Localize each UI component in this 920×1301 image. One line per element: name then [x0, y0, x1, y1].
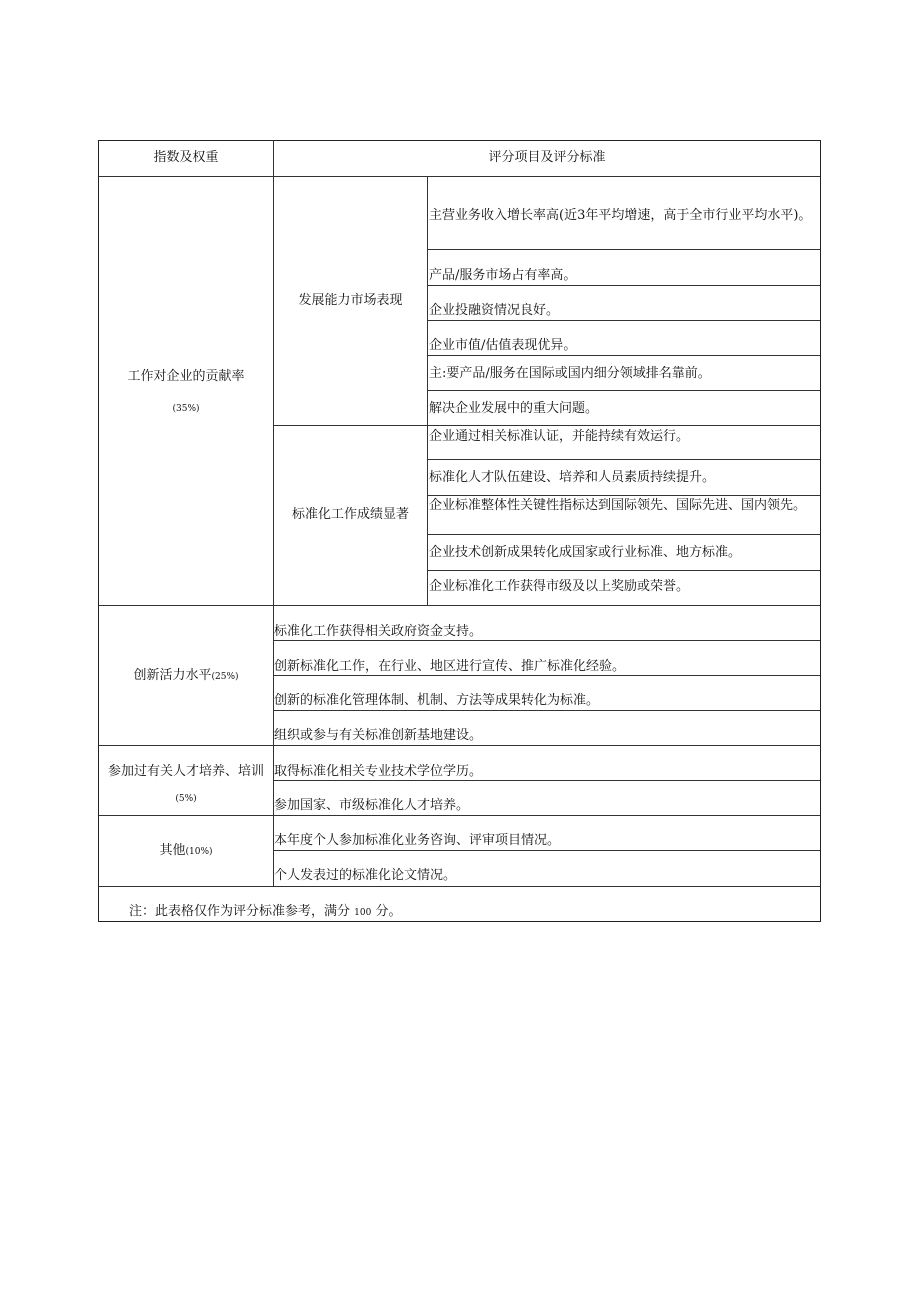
section-other-label: 其他	[159, 843, 186, 858]
section-innovation-title	[99, 667, 273, 686]
list-item: 标准化工作获得相关政府资金支持。	[274, 624, 483, 639]
row-divider	[427, 355, 820, 356]
section-innovation-weight: (25%)	[211, 672, 239, 682]
list-item: 创新的标准化管理体制、机制、方法等成果转化为标准。	[274, 693, 600, 708]
list-item: 组织或参与有关标准创新基地建设。	[274, 728, 483, 743]
list-item: 企业标准化工作获得市级及以上奖励或荣誉。	[429, 579, 690, 594]
list-item: 主:要产品/服务在国际或国内细分领域排名靠前。	[429, 366, 711, 381]
note-suffix: 分。	[375, 904, 402, 919]
list-item: 参加国家、市级标准化人才培养。	[274, 798, 470, 813]
list-item: 企业通过相关标准认证，并能持续有效运行。	[429, 429, 690, 444]
section-innovation-label: 创新活力水平	[133, 668, 212, 683]
section-contribution-weight: (35%)	[172, 404, 200, 414]
list-item: 企业技术创新成果转化成国家或行业标准、地方标准。	[429, 545, 742, 560]
row-divider	[427, 390, 820, 391]
section-training-title: 参加过有关人才培养、培训	[107, 764, 264, 779]
row-divider	[427, 495, 820, 496]
note-score: 100	[354, 908, 372, 918]
scoring-table	[98, 140, 821, 922]
header-divider	[99, 176, 820, 177]
header-index-weight: 指数及权重	[153, 150, 219, 165]
section-divider	[99, 886, 820, 887]
section-other-title	[99, 842, 273, 861]
subsection-standardization-achievement: 标准化工作成绩显著	[291, 507, 409, 522]
row-divider	[427, 285, 820, 286]
section-divider	[99, 745, 820, 746]
subsection-market-performance: 发展能力市场表现	[298, 293, 403, 308]
column-divider	[427, 176, 428, 605]
row-divider	[427, 570, 820, 571]
section-divider	[99, 815, 820, 816]
section-divider	[99, 605, 820, 606]
row-divider	[427, 459, 820, 460]
list-item: 个人发表过的标准化论文情况。	[274, 868, 457, 883]
list-item: 标准化人才队伍建设、培养和人员素质持续提升。	[429, 470, 716, 485]
table-note	[129, 903, 402, 922]
section-training-weight: (5%)	[175, 794, 197, 804]
list-item: 主营业务收入增长率高(近3年平均增速，高于全市行业平均水平)。	[429, 208, 812, 223]
list-item: 企业标准整体性关键性指标达到国际领先、国际先进、国内领先。	[429, 498, 807, 513]
row-divider	[427, 249, 820, 250]
row-divider	[273, 710, 820, 711]
section-contribution-title: 工作对企业的贡献率	[127, 369, 245, 384]
subsection-divider	[273, 425, 820, 426]
list-item: 解决企业发展中的重大问题。	[429, 401, 599, 416]
list-item: 创新标准化工作，在行业、地区进行宣传、推广标准化经验。	[274, 659, 626, 674]
list-item: 企业市值/估值表现优异。	[429, 338, 577, 353]
list-item: 取得标准化相关专业技术学位学历。	[274, 764, 483, 779]
list-item: 本年度个人参加标准化业务咨询、评审项目情况。	[274, 833, 561, 848]
list-item: 产品/服务市场占有率高。	[429, 268, 577, 283]
header-scoring-criteria: 评分项目及评分标准	[488, 150, 606, 165]
row-divider	[427, 320, 820, 321]
row-divider	[273, 850, 820, 851]
list-item: 企业投融资情况良好。	[429, 303, 560, 318]
row-divider	[427, 534, 820, 535]
section-other-weight: (10%)	[185, 847, 213, 857]
note-prefix: 注：此表格仅作为评分标准参考，满分	[129, 904, 351, 919]
